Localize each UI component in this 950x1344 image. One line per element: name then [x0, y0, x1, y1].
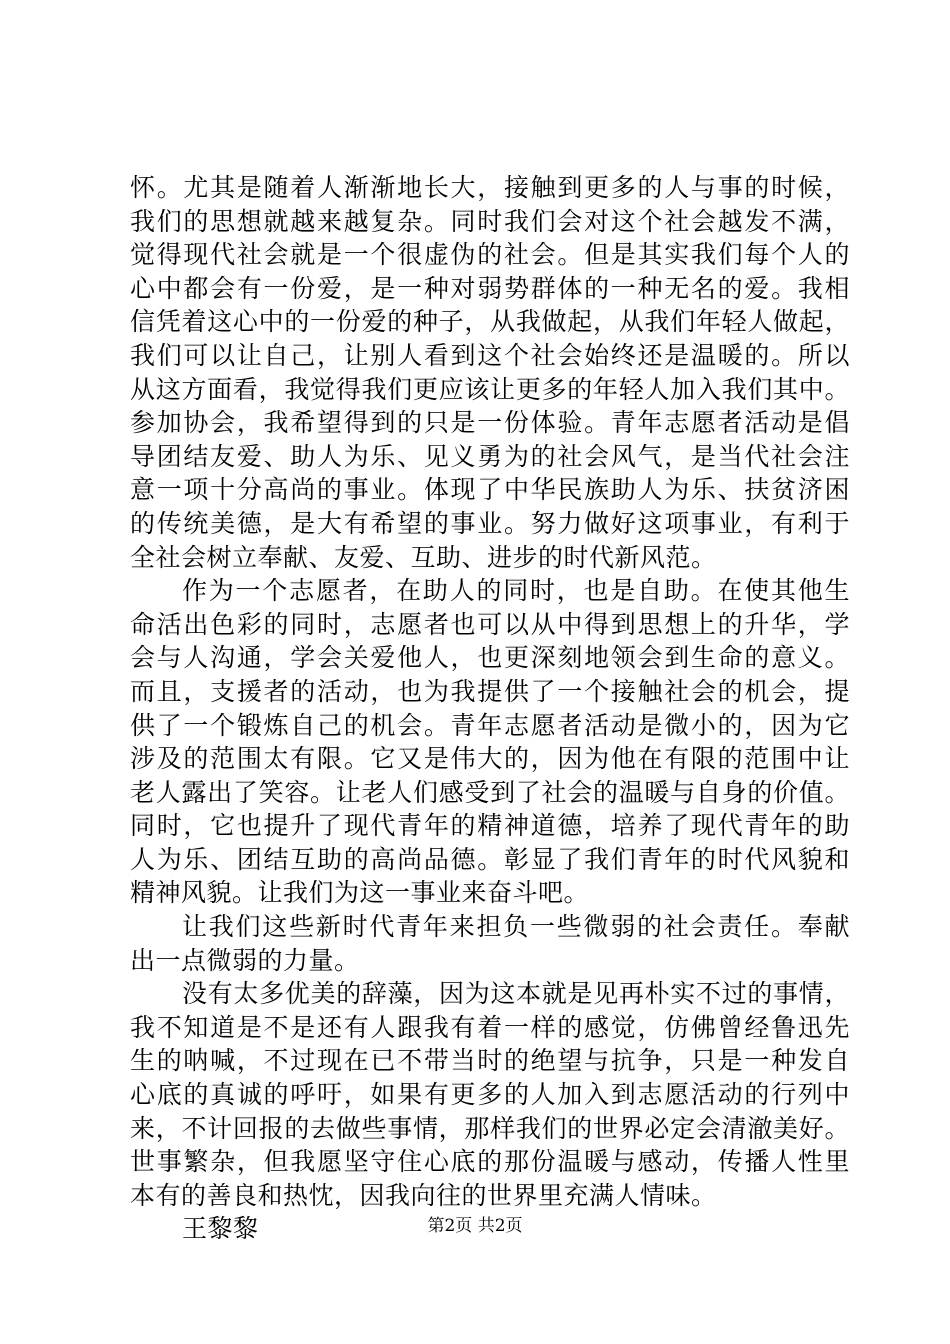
- text-line: 供了一个锻炼自己的机会。青年志愿者活动是微小的，因为它: [130, 710, 850, 740]
- text-line: 作为一个志愿者，在助人的同时，也是自助。在使其他生: [182, 576, 850, 606]
- text-line: 我不知道是不是还有人跟我有着一样的感觉，仿佛曾经鲁迅先: [130, 1012, 850, 1042]
- text-line: 我们的思想就越来越复杂。同时我们会对这个社会越发不满，: [130, 206, 850, 236]
- text-line: 心中都会有一份爱，是一种对弱势群体的一种无名的爱。我相: [130, 273, 850, 303]
- text-line: 老人露出了笑容。让老人们感受到了社会的温暖与自身的价值。: [130, 777, 850, 807]
- text-line: 世事繁杂，但我愿坚守住心底的那份温暖与感动，传播人性里: [130, 1147, 850, 1177]
- text-line: 觉得现代社会就是一个很虚伪的社会。但是其实我们每个人的: [130, 240, 850, 270]
- text-line: 命活出色彩的同时，志愿者也可以从中得到思想上的升华，学: [130, 609, 850, 639]
- text-line: 精神风貌。让我们为这一事业来奋斗吧。: [130, 878, 590, 908]
- text-line: 生的呐喊，不过现在已不带当时的绝望与抗争，只是一种发自: [130, 1046, 850, 1076]
- text-line: 导团结友爱、助人为乐、见义勇为的社会风气，是当代社会注: [130, 441, 850, 471]
- text-line: 怀。尤其是随着人渐渐地长大，接触到更多的人与事的时候，: [130, 173, 850, 202]
- text-line: 信凭着这心中的一份爱的种子，从我做起，从我们年轻人做起，: [130, 307, 850, 337]
- text-line: 从这方面看，我觉得我们更应该让更多的年轻人加入我们其中。: [130, 374, 850, 404]
- text-line: 同时，它也提升了现代青年的精神道德，培养了现代青年的助: [130, 811, 850, 841]
- text-line: 意一项十分高尚的事业。体现了中华民族助人为乐、扶贫济困: [130, 475, 850, 505]
- text-line: 参加协会，我希望得到的只是一份体验。青年志愿者活动是倡: [130, 408, 850, 438]
- text-line: 会与人沟通，学会关爱他人，也更深刻地领会到生命的意义。: [130, 643, 850, 673]
- text-line: 我们可以让自己，让别人看到这个社会始终还是温暖的。所以: [130, 340, 850, 370]
- author-signature: 王黎黎: [182, 1214, 259, 1244]
- text-line: 全社会树立奉献、友爱、互助、进步的时代新风范。: [130, 542, 717, 572]
- text-line: 来，不计回报的去做些事情，那样我们的世界必定会清澈美好。: [130, 1113, 850, 1143]
- text-line: 而且，支援者的活动，也为我提供了一个接触社会的机会，提: [130, 676, 850, 706]
- text-line: 出一点微弱的力量。: [130, 945, 360, 975]
- page-number: 第2页 共2页: [427, 1216, 523, 1236]
- text-line: 涉及的范围太有限。它又是伟大的，因为他在有限的范围中让: [130, 744, 850, 774]
- page-footer: [0, 1214, 950, 1238]
- text-line: 让我们这些新时代青年来担负一些微弱的社会责任。奉献: [182, 912, 850, 942]
- text-line: 本有的善良和热忱，因我向往的世界里充满人情味。: [130, 1180, 717, 1210]
- document-body: [130, 171, 850, 1246]
- text-line: 没有太多优美的辞藻，因为这本就是见再朴实不过的事情，: [182, 979, 850, 1009]
- text-line: 心底的真诚的呼吁，如果有更多的人加入到志愿活动的行列中: [130, 1080, 850, 1110]
- text-line: 人为乐、团结互助的高尚品德。彰显了我们青年的时代风貌和: [130, 844, 850, 874]
- text-line: 的传统美德，是大有希望的事业。努力做好这项事业，有利于: [130, 508, 850, 538]
